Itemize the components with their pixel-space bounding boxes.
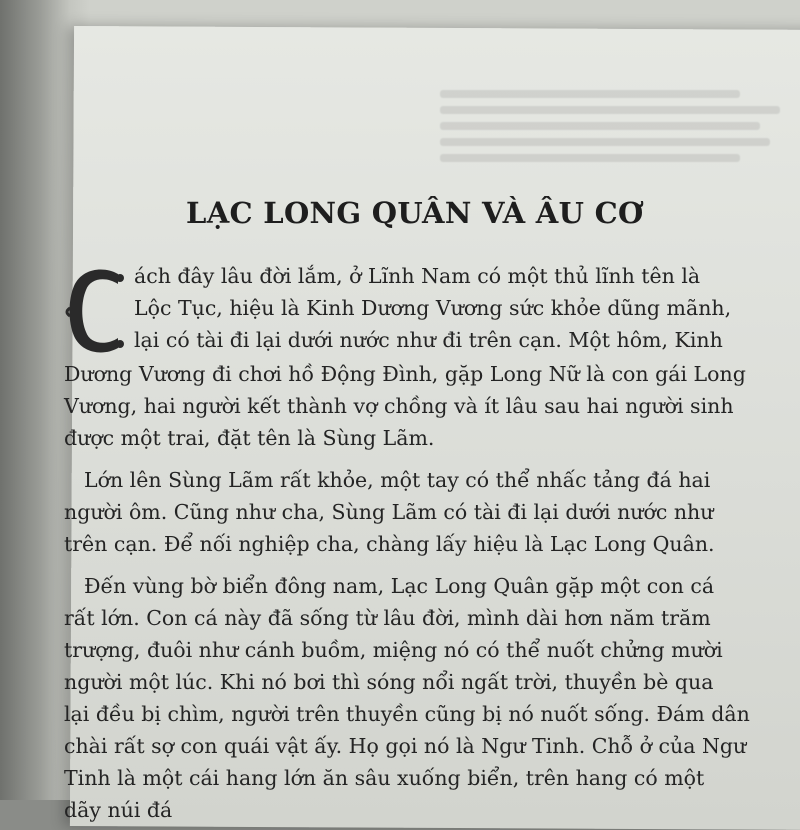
story-title: LẠC LONG QUÂN VÀ ÂU CƠ — [186, 196, 644, 230]
text-line: được một trai, đặt tên là Sùng Lãm. — [64, 426, 435, 450]
text-line: trên cạn. Để nối nghiệp cha, chàng lấy hiệu là Lạc Long Quân. — [64, 532, 715, 556]
paragraph-2 — [64, 464, 786, 560]
text-line: dãy núi đá — [64, 798, 173, 822]
text-line: chài rất sợ con quái vật ấy. Họ gọi nó là Ngư Tinh. Chỗ ở của Ngư — [64, 734, 747, 758]
text-line: lại có tài đi lại dưới nước như đi trên cạn. Một hôm, Kinh — [134, 328, 723, 352]
text-line: lại đều bị chìm, người trên thuyền cũng bị nó nuốt sống. Đám dân — [64, 702, 750, 726]
text-line: Đến vùng bờ biển đông nam, Lạc Long Quân gặp một con cá — [84, 574, 715, 598]
story-body — [64, 260, 786, 826]
text-line: trượng, đuôi như cánh buồm, miệng nó có thể nuốt chửng mười — [64, 638, 723, 662]
paragraph-3 — [64, 570, 786, 826]
show-through-text — [440, 82, 800, 170]
text-line: Vương, hai người kết thành vợ chồng và ít lâu sau hai người sinh — [64, 394, 734, 418]
text-line: Lớn lên Sùng Lãm rất khỏe, một tay có thể nhấc tảng đá hai — [84, 468, 711, 492]
text-line: người một lúc. Khi nó bơi thì sóng nổi ngất trời, thuyền bè qua — [64, 670, 714, 694]
text-line: Lộc Tục, hiệu là Kinh Dương Vương sức khỏe dũng mãnh, — [134, 296, 732, 320]
text-line: rất lớn. Con cá này đã sống từ lâu đời, mình dài hơn năm trăm — [64, 606, 711, 630]
text-line: người ôm. Cũng như cha, Sùng Lãm có tài đi lại dưới nước như — [64, 500, 714, 524]
text-line: Tinh là một cái hang lớn ăn sâu xuống biển, trên hang có một — [64, 766, 705, 790]
text-line: Dương Vương đi chơi hồ Động Đình, gặp Long Nữ là con gái Long — [64, 362, 746, 386]
paragraph-1 — [64, 260, 786, 454]
text-line: ách đây lâu đời lắm, ở Lĩnh Nam có một thủ lĩnh tên là — [134, 264, 701, 288]
drop-cap-c — [64, 264, 126, 358]
